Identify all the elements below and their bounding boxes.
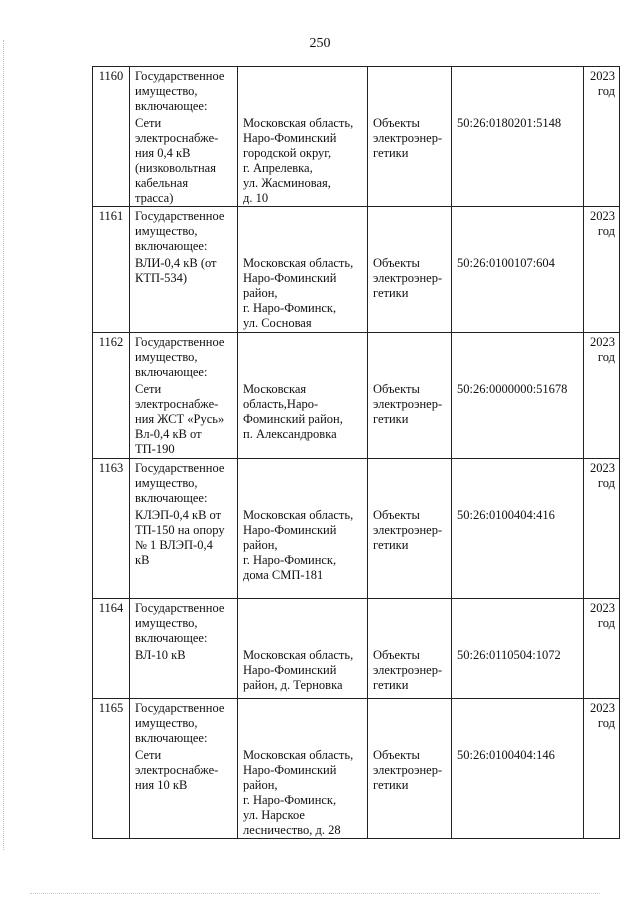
table-row: [93, 459, 620, 599]
page-number: 250: [309, 36, 331, 51]
year-cell: [584, 333, 620, 459]
table-row: [93, 67, 620, 207]
property-header: Государственное имущество, включающее:: [135, 69, 225, 113]
year-line: 2023: [590, 461, 615, 475]
year-line: 2023: [590, 335, 615, 349]
property-item-line: Сети: [135, 382, 162, 396]
object-type-line: электроэнер-: [373, 397, 443, 411]
address-line: городской округ,: [243, 146, 332, 160]
address-line: район,: [243, 538, 278, 552]
address-line: дома СМП-181: [243, 568, 324, 582]
address-cell: [238, 459, 368, 599]
year-line: 2023: [590, 209, 615, 223]
property-header: Государственное имущество, включающее:: [135, 701, 225, 745]
object-type-line: Объекты: [373, 648, 420, 662]
object-type-cell: [368, 699, 452, 839]
year-line: год: [597, 476, 615, 490]
object-type-line: Объекты: [373, 256, 420, 270]
property-registry-table: [92, 66, 620, 839]
object-type-line: Объекты: [373, 748, 420, 762]
object-type-cell: [368, 67, 452, 207]
cadastral-number: 50:26:0100404:416: [457, 508, 555, 522]
object-type-line: гетики: [373, 778, 409, 792]
address-line: Наро-Фоминский: [243, 131, 337, 145]
address-line: лесничество, д. 28: [243, 823, 341, 837]
year-cell: [584, 699, 620, 839]
object-type-line: гетики: [373, 412, 409, 426]
object-type-line: Объекты: [373, 382, 420, 396]
address-line: Наро-Фоминский: [243, 271, 337, 285]
property-item-line: ТП-150 на опору: [135, 523, 225, 537]
address-cell: [238, 599, 368, 699]
object-type-line: гетики: [373, 146, 409, 160]
property-item-line: электроснабже-: [135, 763, 219, 777]
property-item-line: (низковольтная: [135, 161, 216, 175]
property-item-line: ТП-190: [135, 442, 175, 456]
object-type-line: гетики: [373, 678, 409, 692]
table-row: [93, 699, 620, 839]
property-name-cell: [130, 207, 238, 333]
year-line: 2023: [590, 701, 615, 715]
table-row: [93, 207, 620, 333]
property-item-line: электроснабже-: [135, 131, 219, 145]
property-item-line: КТП-534): [135, 271, 188, 285]
property-header: Государственное имущество, включающее:: [135, 601, 225, 645]
property-name-cell: [130, 67, 238, 207]
address-line: Московская область,: [243, 116, 354, 130]
row-number-cell: 1160: [93, 67, 130, 207]
row-number-cell: 1162: [93, 333, 130, 459]
property-name-cell: [130, 333, 238, 459]
object-type-line: электроэнер-: [373, 131, 443, 145]
address-line: Фоминский район,: [243, 412, 343, 426]
property-item-line: ВЛИ-0,4 кВ (от: [135, 256, 217, 270]
property-item-line: ния ЖСТ «Русь»: [135, 412, 225, 426]
property-item-line: ния 10 кВ: [135, 778, 188, 792]
cadastral-number-cell: [452, 459, 584, 599]
property-header: Государственное имущество, включающее:: [135, 335, 225, 379]
cadastral-number-cell: [452, 599, 584, 699]
year-line: год: [597, 350, 615, 364]
address-line: Московская область,: [243, 508, 354, 522]
address-line: район,: [243, 286, 278, 300]
row-number-cell: 1165: [93, 699, 130, 839]
scan-margin-marks: [3, 40, 7, 850]
address-line: Наро-Фоминский: [243, 523, 337, 537]
object-type-cell: [368, 333, 452, 459]
address-line: ул. Нарское: [243, 808, 305, 822]
address-line: Московская область,: [243, 648, 354, 662]
property-header: Государственное имущество, включающее:: [135, 461, 225, 505]
table-row: [93, 599, 620, 699]
property-item-line: Вл-0,4 кВ от: [135, 427, 202, 441]
year-cell: [584, 459, 620, 599]
object-type-line: гетики: [373, 286, 409, 300]
year-line: 2023: [590, 69, 615, 83]
object-type-line: электроэнер-: [373, 663, 443, 677]
address-line: ул. Жасминовая,: [243, 176, 331, 190]
year-line: год: [597, 716, 615, 730]
object-type-line: электроэнер-: [373, 763, 443, 777]
property-item-line: ния 0,4 кВ: [135, 146, 191, 160]
property-item-line: кабельная: [135, 176, 189, 190]
year-line: год: [597, 616, 615, 630]
address-line: д. 10: [243, 191, 269, 205]
object-type-cell: [368, 207, 452, 333]
object-type-line: Объекты: [373, 508, 420, 522]
year-cell: [584, 599, 620, 699]
cadastral-number: 50:26:0180201:5148: [457, 116, 562, 130]
cadastral-number-cell: [452, 67, 584, 207]
property-name-cell: [130, 699, 238, 839]
object-type-cell: [368, 599, 452, 699]
cadastral-number: 50:26:0100107:604: [457, 256, 555, 270]
row-number-cell: 1163: [93, 459, 130, 599]
object-type-line: гетики: [373, 538, 409, 552]
property-item-line: кВ: [135, 553, 150, 567]
address-line: ул. Сосновая: [243, 316, 312, 330]
address-line: район, д. Терновка: [243, 678, 343, 692]
property-item-line: трасса): [135, 191, 174, 205]
address-line: область,Наро-: [243, 397, 319, 411]
object-type-line: Объекты: [373, 116, 420, 130]
year-cell: [584, 207, 620, 333]
row-number-cell: 1161: [93, 207, 130, 333]
property-item-line: КЛЭП-0,4 кВ от: [135, 508, 222, 522]
year-line: 2023: [590, 601, 615, 615]
year-cell: [584, 67, 620, 207]
property-item-line: ВЛ-10 кВ: [135, 648, 186, 662]
address-cell: [238, 333, 368, 459]
address-line: п. Александровка: [243, 427, 337, 441]
address-cell: [238, 67, 368, 207]
table-row: [93, 333, 620, 459]
property-item-line: электроснабже-: [135, 397, 219, 411]
cadastral-number: 50:26:0000000:51678: [457, 382, 568, 396]
object-type-line: электроэнер-: [373, 271, 443, 285]
property-header: Государственное имущество, включающее:: [135, 209, 225, 253]
address-line: г. Наро-Фоминск,: [243, 301, 337, 315]
cadastral-number: 50:26:0100404:146: [457, 748, 555, 762]
address-line: г. Наро-Фоминск,: [243, 553, 337, 567]
object-type-line: электроэнер-: [373, 523, 443, 537]
cadastral-number-cell: [452, 207, 584, 333]
scan-bottom-edge: [30, 893, 600, 894]
address-cell: [238, 699, 368, 839]
cadastral-number-cell: [452, 699, 584, 839]
address-line: Наро-Фоминский: [243, 663, 337, 677]
property-name-cell: [130, 459, 238, 599]
address-line: район,: [243, 778, 278, 792]
address-line: Московская область,: [243, 748, 354, 762]
row-number-cell: 1164: [93, 599, 130, 699]
address-line: Наро-Фоминский: [243, 763, 337, 777]
address-line: Московская область,: [243, 256, 354, 270]
property-item-line: № 1 ВЛЭП-0,4: [135, 538, 213, 552]
property-item-line: Сети: [135, 116, 162, 130]
year-line: год: [597, 224, 615, 238]
year-line: год: [597, 84, 615, 98]
address-line: Московская: [243, 382, 307, 396]
property-name-cell: [130, 599, 238, 699]
cadastral-number-cell: [452, 333, 584, 459]
address-line: г. Наро-Фоминск,: [243, 793, 337, 807]
property-item-line: Сети: [135, 748, 162, 762]
address-line: г. Апрелевка,: [243, 161, 313, 175]
address-cell: [238, 207, 368, 333]
object-type-cell: [368, 459, 452, 599]
cadastral-number: 50:26:0110504:1072: [457, 648, 561, 662]
